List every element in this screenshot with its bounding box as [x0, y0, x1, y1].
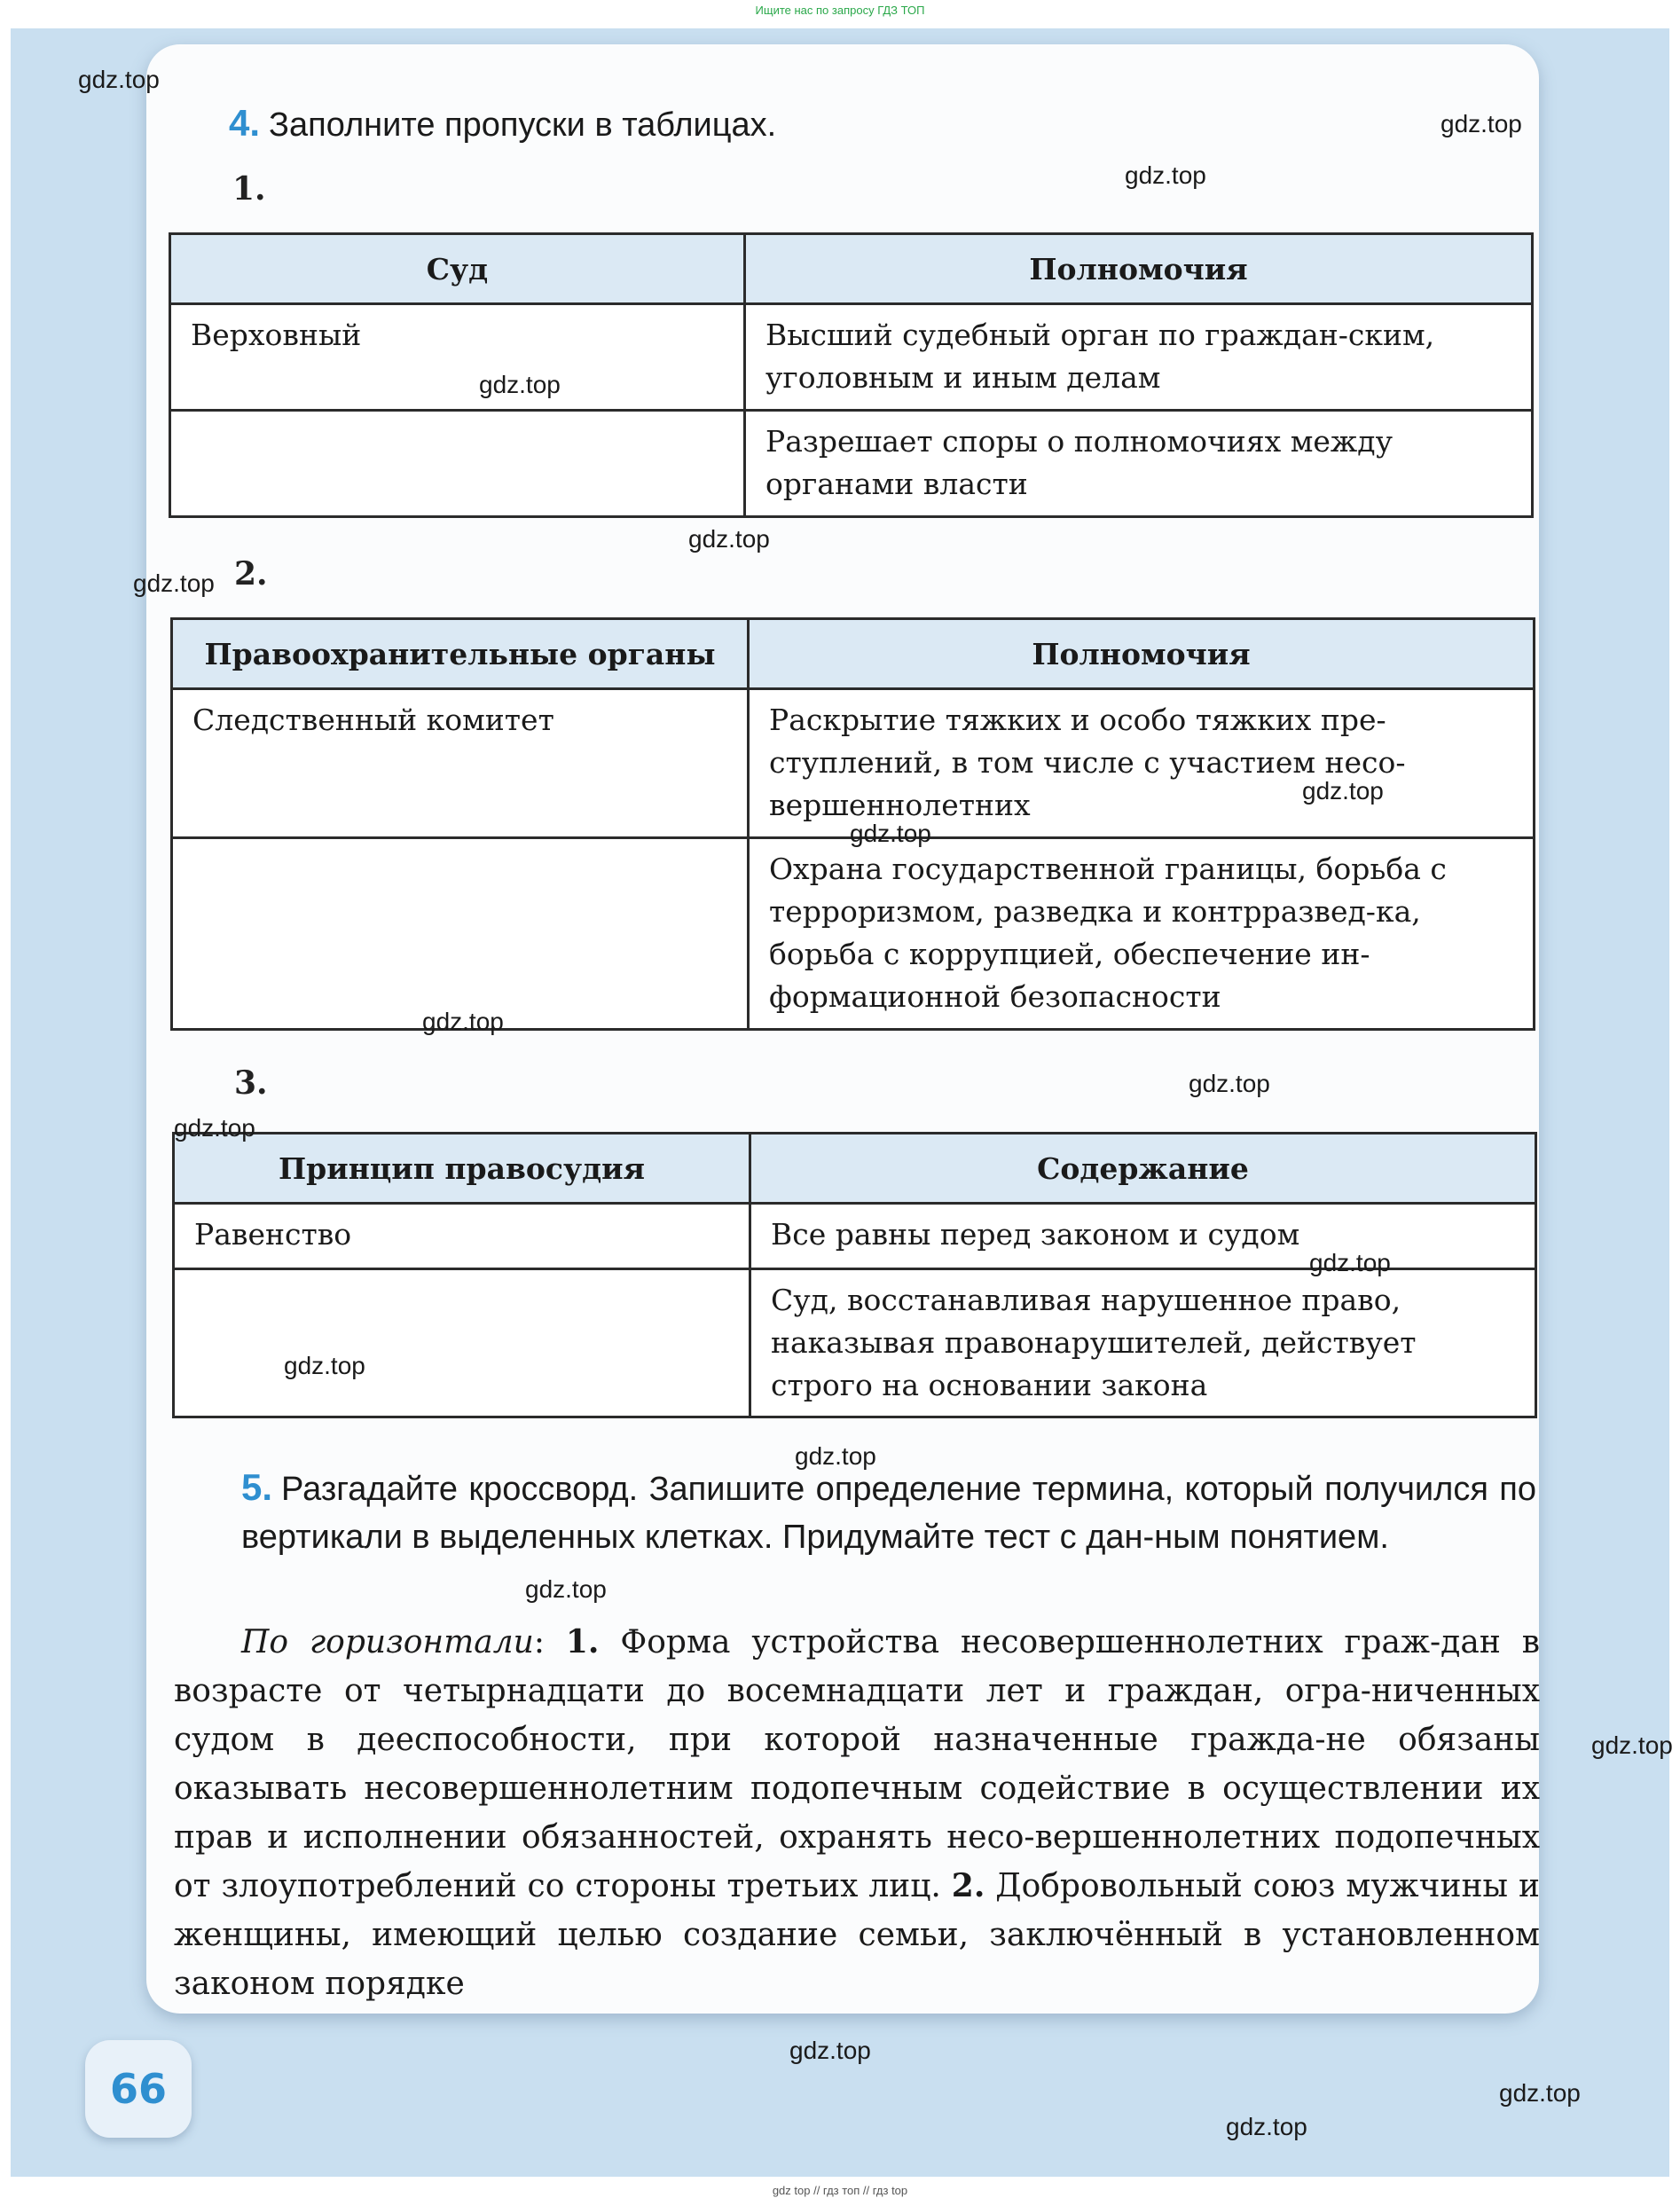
blank-cell[interactable]	[174, 1269, 750, 1417]
table-row	[170, 411, 1533, 517]
watermark-text: gdz.top	[479, 371, 561, 398]
table-3-label: 3.	[234, 1064, 268, 1102]
table-cell: Высший судебный орган по граждан-ским, уголовным и иным делам	[745, 304, 1533, 411]
bottom-banner: gdz top // гдз топ // гдз top	[772, 2184, 908, 2197]
table-cell: Раскрытие тяжких и особо тяжких пре-ступлений, в том числе с участием несо-вершеннолетних	[749, 689, 1535, 838]
table-cell: Равенство	[174, 1204, 750, 1269]
table-row	[172, 838, 1535, 1030]
table-courts	[169, 232, 1534, 518]
watermark-text: gdz.top	[1302, 777, 1384, 805]
clue-2-number: 2.	[951, 1867, 985, 1904]
table-cell: Разрешает споры о полномочиях между органами власти	[745, 411, 1533, 517]
watermark-text: gdz.top	[1189, 1070, 1270, 1097]
watermark-text: gdz.top	[795, 1442, 876, 1470]
crossword-clues: По горизонтали: 1. Форма устройства несовершеннолетних граж-дан в возрасте от четырнадцати до восемнадцати лет и граждан, огра-ниченных судом в дееспособности, при которой назначенные гражда-не обязаны оказывать несовершеннолетним подопечным содействие в осуществлении их прав и исполнении обязанностей, охранять несо-вершеннолетних подопечных от злоупотреблений со стороны третьих лиц. 2. Добровольный союз мужчины и женщины, имеющий целью создание семьи, заключённый в установленном законом порядке	[174, 1623, 1541, 2002]
table-cell: Следственный комитет	[172, 689, 749, 838]
clue-1-text: Форма устройства несовершеннолетних граж-дан в возрасте от четырнадцати до восемнадцати лет и граждан, огра-ниченных судом в дееспособности, при которой назначенные гражда-не обязаны оказывать несовершеннолетним подопечным содействие в осуществлении их прав и исполнении обязанностей, охранять несо-вершеннолетних подопечных от злоупотреблений со стороны третьих лиц.	[174, 1624, 1540, 1904]
watermark-text: gdz.top	[1309, 1249, 1391, 1276]
table-1-label: 1.	[232, 170, 266, 208]
blank-cell[interactable]	[172, 838, 749, 1030]
table-header-row	[172, 619, 1535, 689]
table-cell: Охрана государственной границы, борьба с терроризмом, разведка и контрразвед-ка, борьба с коррупцией, обеспечение ин-формационной безопасности	[749, 838, 1535, 1030]
header-content: Содержание	[750, 1134, 1536, 1204]
task-4-text: Заполните пропуски в таблицах.	[269, 106, 777, 144]
table-cell: Все равны перед законом и судом	[750, 1204, 1536, 1269]
watermark-text: gdz.top	[850, 820, 931, 847]
task-4-number: 4.	[229, 102, 261, 144]
task-5-text: Разгадайте кроссворд. Запишите определение термина, который получился по вертикали в выделенных клетках. Придумайте тест с дан-ным понятием.	[241, 1471, 1536, 1556]
watermark-text: gdz.top	[174, 1114, 255, 1142]
watermark-text: gdz.top	[1441, 110, 1522, 137]
task-5-heading	[241, 1464, 1536, 1561]
watermark-text: gdz.top	[1591, 1731, 1673, 1759]
table-row	[170, 304, 1533, 411]
header-principle: Принцип правосудия	[174, 1134, 750, 1204]
task-5-number: 5.	[241, 1466, 273, 1508]
blank-cell[interactable]	[170, 411, 745, 517]
table-header-row	[174, 1134, 1536, 1204]
table-2-label: 2.	[234, 555, 268, 593]
watermark-text: gdz.top	[1499, 2079, 1581, 2107]
clues-across-label: По горизонтали	[241, 1624, 534, 1660]
watermark-text: gdz.top	[1125, 161, 1206, 189]
clue-2-text: Добровольный союз мужчины и женщины, имеющий целью создание семьи, заключённый в установленном законом порядке	[174, 1868, 1541, 2002]
header-powers: Полномочия	[745, 234, 1533, 304]
watermark-text: gdz.top	[525, 1575, 607, 1603]
watermark-text: gdz.top	[789, 2037, 871, 2064]
table-cell: Верховный	[170, 304, 745, 411]
task-4-heading	[229, 99, 1542, 149]
watermark-text: gdz.top	[422, 1008, 504, 1035]
watermark-text: gdz.top	[1226, 2113, 1307, 2140]
header-agencies: Правоохранительные органы	[172, 619, 749, 689]
table-header-row	[170, 234, 1533, 304]
table-row	[172, 689, 1535, 838]
clue-1-number: 1.	[565, 1623, 600, 1660]
watermark-text: gdz.top	[284, 1352, 365, 1379]
watermark-text: gdz.top	[688, 525, 770, 553]
header-powers: Полномочия	[749, 619, 1535, 689]
watermark-text: gdz.top	[133, 569, 215, 597]
page-number: 66	[85, 2040, 192, 2138]
watermark-text: gdz.top	[78, 66, 160, 93]
table-row	[174, 1269, 1536, 1417]
top-banner: Ищите нас по запросу ГДЗ ТОП	[755, 4, 925, 17]
header-court: Суд	[170, 234, 745, 304]
table-cell: Суд, восстанавливая нарушенное право, наказывая правонарушителей, действует строго на основании закона	[750, 1269, 1536, 1417]
